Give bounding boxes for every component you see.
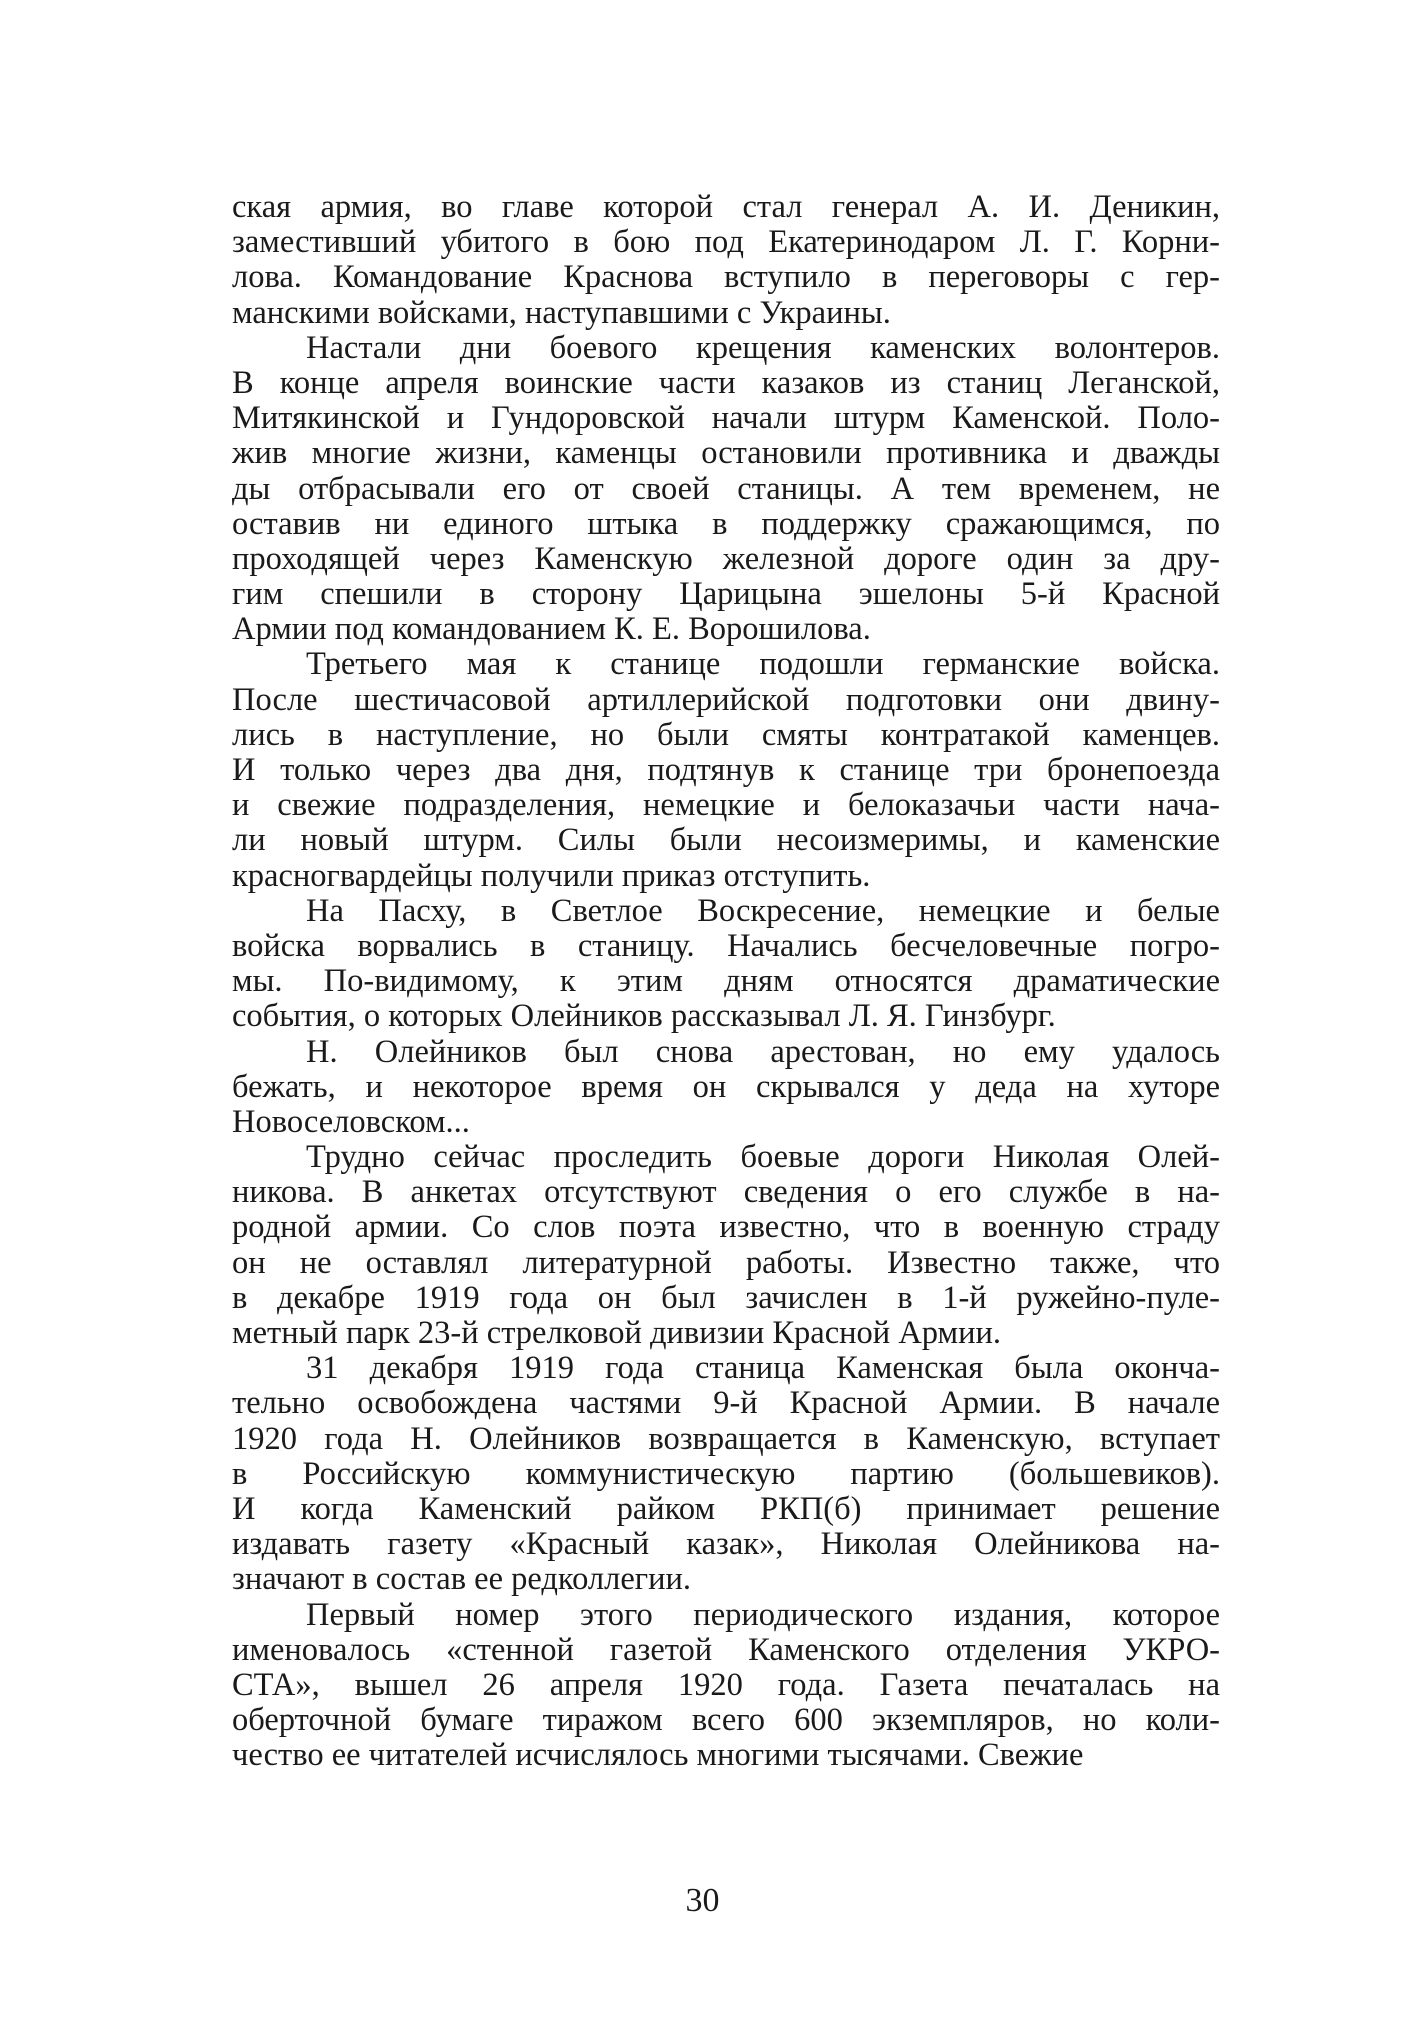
text-line: в Российскую коммунистическую партию (большевиков). [232, 1455, 1220, 1492]
text-line: Первый номер этого периодического издания, которое [306, 1596, 1220, 1633]
text-line: Н. Олейников был снова арестован, но ему удалось [306, 1033, 1220, 1070]
text-line: ли новый штурм. Силы были несоизмеримы, и каменские [232, 822, 1220, 859]
text-line: в декабре 1919 года он был зачислен в 1-й ружейно-пуле- [232, 1279, 1220, 1316]
text-line: мы. По-видимому, к этим дням относятся драматические [232, 963, 1220, 1000]
text-line: манскими войсками, наступавшими с Украины. [232, 294, 891, 331]
text-line: метный парк 23-й стрелковой дивизии Красной Армии. [232, 1315, 1002, 1351]
text-line: Трудно сейчас проследить боевые дороги Николая Олей- [306, 1139, 1220, 1176]
paragraph [232, 1351, 1220, 1597]
text-line: события, о которых Олейников рассказывал Л. Я. Гинзбург. [232, 998, 1056, 1035]
paragraph [232, 1140, 1220, 1351]
text-line: значают в состав ее редколлегии. [232, 1561, 691, 1598]
text-line: ская армия, во главе которой стал генерал А. И. Деникин, [232, 189, 1220, 225]
text-line: Третьего мая к станице подошли германские войска. [306, 646, 1220, 683]
text-line: бежать, и некоторое время он скрывался у деда на хуторе [232, 1068, 1220, 1105]
text-line: лись в наступление, но были смяты контратакой каменцев. [232, 716, 1220, 753]
text-line: ды отбрасывали его от своей станицы. А тем временем, не [232, 470, 1220, 507]
page-number: 30 [685, 1882, 720, 1919]
paragraph [232, 647, 1220, 893]
text-line: войска ворвались в станицу. Начались бесчеловечные погро- [232, 927, 1220, 964]
text-line: проходящей через Каменскую железной дороге один за дру- [232, 540, 1220, 577]
text-line: Митякинской и Гундоровской начали штурм Каменской. Поло- [232, 400, 1220, 437]
text-line: он не оставлял литературной работы. Известно также, что [232, 1244, 1220, 1281]
text-line: никова. В анкетах отсутствуют сведения о его службе в на- [232, 1174, 1220, 1211]
paragraph [232, 894, 1220, 1035]
text-line: родной армии. Со слов поэта известно, что в военную страду [232, 1209, 1220, 1246]
text-line: Настали дни боевого крещения каменских волонтеров. [306, 329, 1220, 366]
paragraph [232, 190, 1220, 331]
text-line: оберточной бумаге тиражом всего 600 экземпляров, но коли- [232, 1702, 1220, 1739]
text-line: гим спешили в сторону Царицына эшелоны 5-й Красной [232, 576, 1220, 613]
text-line: Новоселовском... [232, 1103, 470, 1140]
text-line: В конце апреля воинские части казаков из станиц Леганской, [232, 364, 1220, 401]
text-line: На Пасху, в Светлое Воскресение, немецкие и белые [306, 892, 1220, 929]
text-line: 1920 года Н. Олейников возвращается в Каменскую, вступает [232, 1420, 1220, 1457]
text-line: И когда Каменский райком РКП(б) принимает решение [232, 1490, 1220, 1527]
text-line: Армии под командованием К. Е. Ворошилова. [232, 611, 871, 648]
body-text [232, 190, 1220, 1773]
text-line: издавать газету «Красный казак», Николая Олейникова на- [232, 1526, 1220, 1563]
text-line: заместивший убитого в бою под Екатеринодаром Л. Г. Корни- [232, 224, 1220, 261]
text-line: СТА», вышел 26 апреля 1920 года. Газета печаталась на [232, 1666, 1220, 1703]
text-line: 31 декабря 1919 года станица Каменская была оконча- [306, 1350, 1220, 1387]
text-line: тельно освобождена частями 9-й Красной Армии. В начале [232, 1385, 1220, 1422]
paragraph [232, 331, 1220, 648]
text-line: именовалось «стенной газетой Каменского отделения УКРО- [232, 1631, 1220, 1668]
text-line: И только через два дня, подтянув к станице три бронепоезда [232, 752, 1220, 788]
text-line: оставив ни единого штыка в поддержку сражающимся, по [232, 505, 1220, 542]
text-line: жив многие жизни, каменцы остановили противника и дважды [232, 435, 1220, 472]
paragraph [232, 1598, 1220, 1774]
text-line: После шестичасовой артиллерийской подготовки они двину- [232, 681, 1220, 718]
text-line: красногвардейцы получили приказ отступить. [232, 857, 871, 894]
text-line: лова. Командование Краснова вступило в переговоры с гер- [232, 259, 1220, 296]
text-line: и свежие подразделения, немецкие и белоказачьи части нача- [232, 787, 1220, 824]
text-line: чество ее читателей исчислялось многими тысячами. Свежие [232, 1737, 1084, 1774]
paragraph [232, 1035, 1220, 1141]
